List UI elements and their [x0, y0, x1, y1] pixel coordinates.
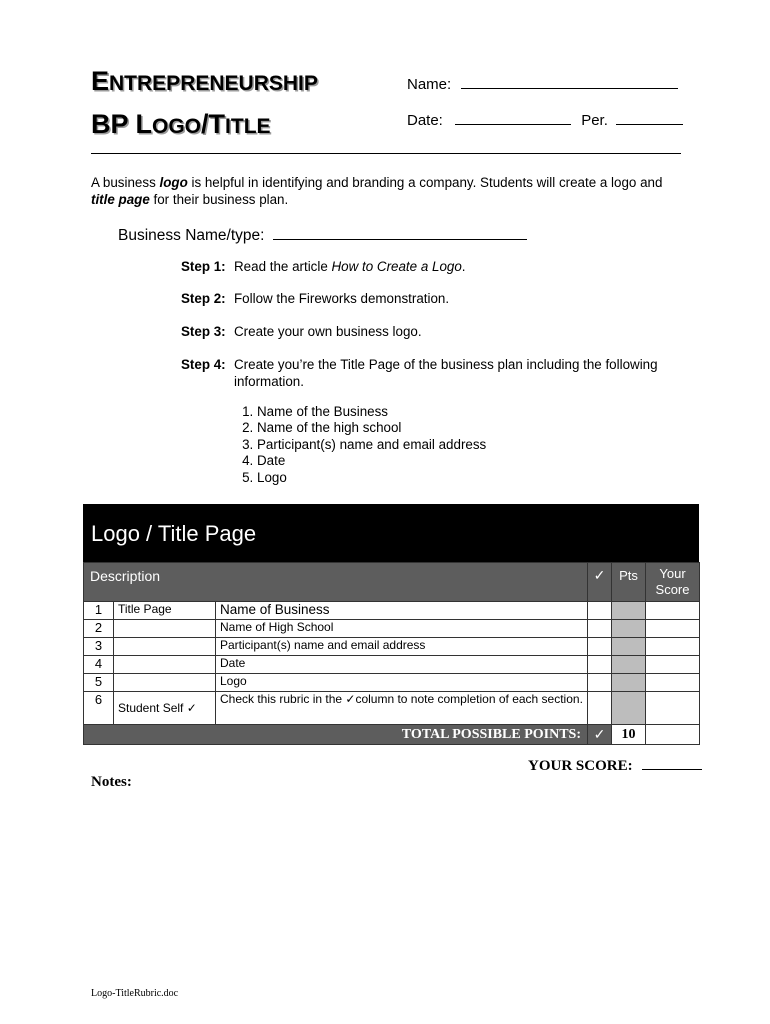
table-row: 5 Logo: [84, 674, 700, 692]
list-item: 3. Participant(s) name and email address: [257, 437, 486, 453]
step-1: Step 1: Read the article How to Create a Logo.: [181, 259, 466, 274]
score-cell[interactable]: [646, 620, 700, 638]
list-item: 4. Date: [257, 453, 486, 469]
header-divider: [91, 153, 681, 154]
name-field[interactable]: Name:: [407, 73, 678, 93]
document-title: ENTREPRENEURSHIP BP LOGO/TITLE: [91, 66, 318, 139]
list-item: 1. Name of the Business: [257, 404, 486, 420]
your-score-field[interactable]: YOUR SCORE:: [528, 756, 702, 775]
notes-label: Notes:: [91, 774, 132, 790]
check-cell[interactable]: [588, 656, 612, 674]
table-row: 4 Date: [84, 656, 700, 674]
intro-paragraph: A business logo is helpful in identifying and branding a company. Students will create a logo and title page for their business plan.: [91, 175, 663, 207]
table-row: 6 Student Self ✓ Check this rubric in the ✓column to note completion of each section.: [84, 692, 700, 725]
score-cell[interactable]: [646, 602, 700, 620]
list-item: 5. Logo: [257, 470, 486, 486]
table-row: 2 Name of High School: [84, 620, 700, 638]
step-3: Step 3: Create your own business logo.: [181, 324, 422, 339]
check-cell[interactable]: [588, 692, 612, 725]
rubric-header-row: Description ✓ Pts Your Score: [84, 563, 700, 602]
table-row: 3 Participant(s) name and email address: [84, 638, 700, 656]
check-cell[interactable]: [588, 620, 612, 638]
rubric-table: [83, 504, 699, 745]
score-cell[interactable]: [646, 656, 700, 674]
score-cell[interactable]: [646, 674, 700, 692]
name-line[interactable]: [461, 73, 678, 89]
table-row: 1 Title Page Name of Business: [84, 602, 700, 620]
title-page-info-list: [233, 404, 486, 486]
date-line[interactable]: [455, 109, 571, 125]
check-cell[interactable]: [588, 638, 612, 656]
period-line[interactable]: [616, 109, 683, 125]
score-cell[interactable]: [646, 638, 700, 656]
business-name-line[interactable]: [273, 224, 527, 240]
list-item: 2. Name of the high school: [257, 420, 486, 436]
score-cell[interactable]: [646, 692, 700, 725]
period-label: Per.: [581, 112, 608, 129]
your-score-line[interactable]: [642, 756, 702, 770]
footer-filename: Logo-TitleRubric.doc: [91, 988, 179, 999]
step-2: Step 2: Follow the Fireworks demonstration.: [181, 291, 450, 306]
total-row: TOTAL POSSIBLE POINTS: ✓ 10: [84, 725, 700, 745]
step-4: Step 4: Create you’re the Title Page of the business plan including the following information.: [181, 357, 658, 389]
total-points: 10: [612, 725, 646, 745]
rubric-title: Logo / Title Page: [83, 504, 699, 562]
check-cell[interactable]: [588, 674, 612, 692]
date-field[interactable]: Date: Per.: [407, 109, 683, 129]
business-name-field[interactable]: Business Name/type:: [118, 224, 527, 245]
check-cell[interactable]: [588, 602, 612, 620]
total-score-cell[interactable]: [646, 725, 700, 745]
